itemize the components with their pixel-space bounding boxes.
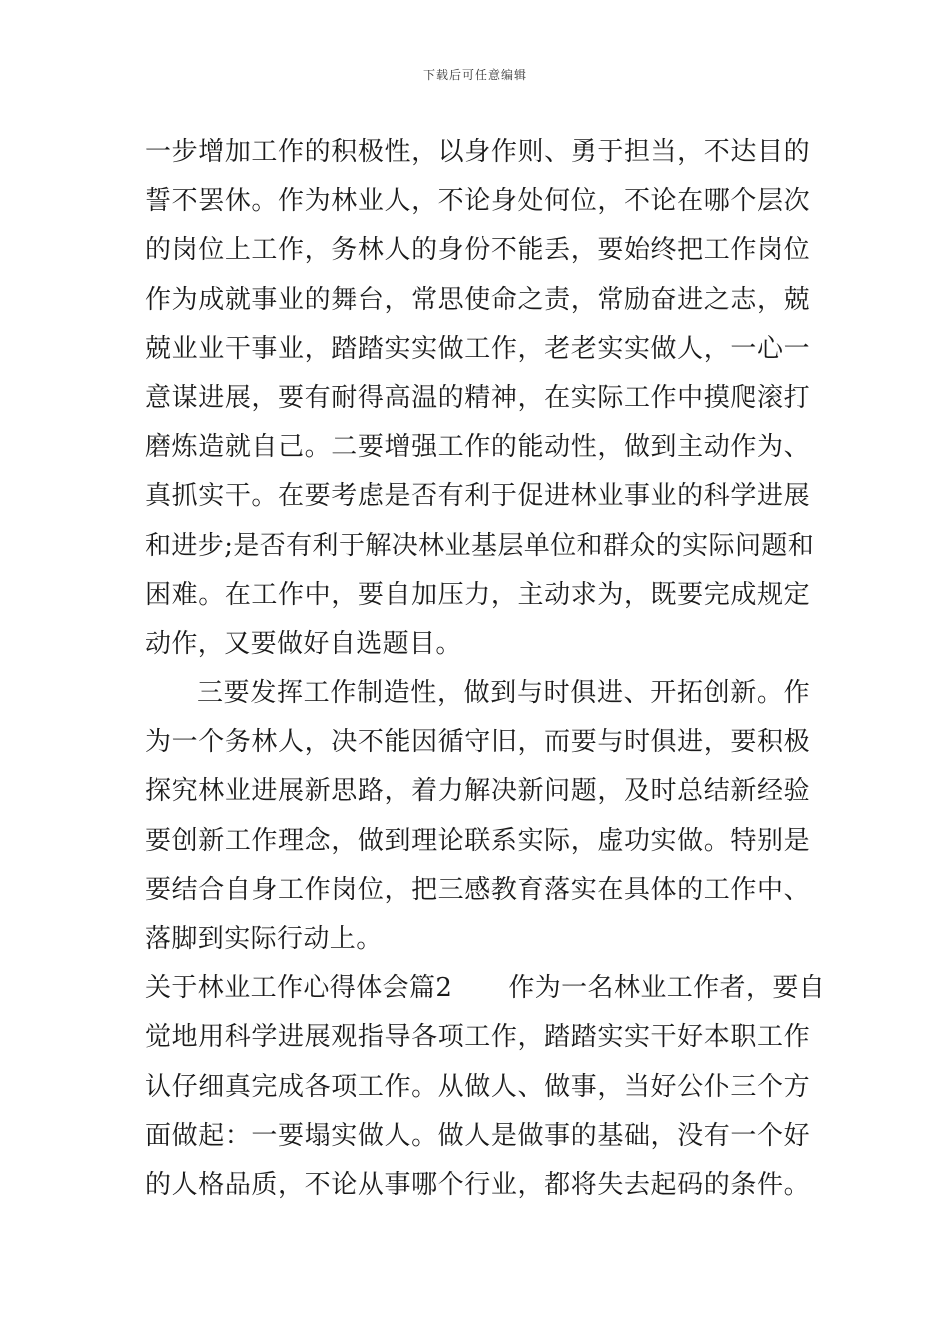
text-line: 为一个务林人，决不能因循守旧，而要与时俱进，要积极 [145, 727, 810, 758]
section-title: 关于林业工作心得体会篇2 [145, 973, 453, 1004]
text-line: 的岗位上工作，务林人的身份不能丢，要始终把工作岗位 [145, 235, 810, 266]
section-first-line: 作为一名林业工作者，要自 [508, 973, 826, 1004]
section-text-line: 的人格品质，不论从事哪个行业，都将失去起码的条件。 [145, 1169, 810, 1200]
text-line: 三要发挥工作制造性，做到与时俱进、开拓创新。作 [197, 678, 810, 709]
section-paragraph-block [145, 1013, 810, 1210]
section-text-line: 认仔细真完成各项工作。从做人、做事，当好公仆三个方 [145, 1071, 810, 1102]
text-line: 作为成就事业的舞台，常思使命之责，常励奋进之志，兢 [145, 284, 810, 315]
text-line: 和进步;是否有利于解决林业基层单位和群众的实际问题和 [145, 530, 815, 561]
text-line: 一步增加工作的积极性，以身作则、勇于担当，不达目的 [145, 137, 810, 167]
section-text-line: 觉地用科学进展观指导各项工作，踏踏实实干好本职工作 [145, 1022, 810, 1053]
section-text-line: 面做起：一要塌实做人。做人是做事的基础，没有一个好 [145, 1120, 810, 1151]
page-header-note: 下载后可任意编辑 [422, 68, 527, 82]
document-body [145, 128, 826, 1210]
text-line: 探究林业进展新思路，着力解决新问题，及时总结新经验 [145, 776, 810, 807]
text-line: 磨炼造就自己。二要增强工作的能动性，做到主动作为、 [145, 432, 810, 463]
text-line: 动作，又要做好自选题目。 [145, 628, 462, 659]
text-line: 意谋进展，要有耐得高温的精神，在实际工作中摸爬滚打 [145, 382, 810, 413]
paragraph-block [145, 128, 815, 964]
text-line: 要结合自身工作岗位，把三感教育落实在具体的工作中、 [145, 874, 810, 905]
text-line: 要创新工作理念，做到理论联系实际，虚功实做。特别是 [145, 825, 810, 856]
text-line: 落脚到实际行动上。 [145, 924, 383, 954]
section-heading-line [145, 964, 826, 1013]
text-line: 誓不罢休。作为林业人，不论身处何位，不论在哪个层次 [145, 186, 810, 217]
text-line: 真抓实干。在要考虑是否有利于促进林业事业的科学进展 [145, 481, 810, 512]
text-line: 兢业业干事业，踏踏实实做工作，老老实实做人，一心一 [145, 333, 810, 364]
text-line: 困难。在工作中，要自加压力，主动求为，既要完成规定 [145, 579, 810, 610]
